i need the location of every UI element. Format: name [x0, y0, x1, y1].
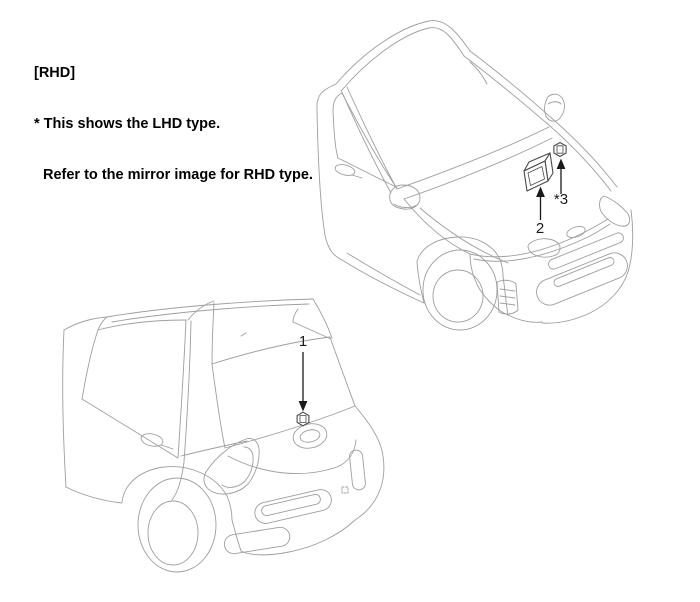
door-bottom: [66, 487, 122, 503]
sill-line: [342, 260, 424, 303]
seam-tick: [241, 333, 246, 336]
note-line-2: Refer to the mirror image for RHD type.: [43, 167, 313, 183]
arrow-head: [536, 187, 545, 198]
bumper-sensor-mark: [342, 487, 348, 493]
bumper-reflector-lower: [223, 526, 291, 555]
door-window-belt: [338, 158, 396, 187]
components: [297, 143, 566, 426]
door-front-edge: [63, 330, 66, 487]
front-sensor-component: [554, 143, 566, 157]
bumper-right-corner: [355, 406, 384, 520]
rear-sensor-component: [297, 412, 309, 426]
rear-wheel-rim: [148, 501, 198, 565]
callout-label-3: *3: [553, 191, 569, 208]
taillight-inner: [222, 447, 253, 487]
door-window-rear: [178, 320, 186, 458]
door-window-belt: [82, 399, 178, 458]
callout-arrows: [299, 159, 566, 412]
rear-window-right: [330, 337, 355, 406]
relay-component: [524, 153, 553, 191]
c-pillar-left: [212, 303, 214, 364]
tailgate-garnish-outer: [291, 421, 329, 452]
bumper-reflector-upper: [253, 487, 334, 525]
roof-corner-inner: [470, 62, 487, 84]
brand-badge-front: [565, 224, 586, 239]
bumper-bottom: [508, 315, 542, 322]
upper-grille: [547, 231, 625, 270]
arch-to-bumper: [503, 276, 508, 315]
rear-car-drawing: [63, 299, 384, 572]
front-car-drawing: [317, 21, 633, 330]
passenger-mirror: [545, 94, 565, 121]
rear-window-left: [212, 364, 225, 448]
tailgate-bottom: [228, 440, 356, 474]
passenger-mirror-line: [548, 102, 561, 104]
bumper-left-edge: [470, 254, 508, 315]
sill-line-inner: [347, 253, 420, 295]
callout-arrow-3: [557, 159, 566, 195]
fog-lamp-slat: [500, 296, 515, 298]
door-rear-edge: [172, 321, 191, 500]
door-window-front: [82, 330, 98, 399]
door-handle-slot: [352, 175, 362, 178]
door-handle: [140, 432, 164, 448]
front-tire: [423, 250, 497, 330]
roof-line-inner: [112, 304, 309, 322]
fog-lamp-slat: [500, 303, 515, 305]
fender-line: [420, 208, 508, 263]
arch-to-sill: [417, 262, 424, 303]
fog-lamp-slat: [500, 289, 515, 291]
rear-sensor-hex: [297, 412, 309, 426]
roof-line: [107, 299, 313, 317]
callout-label-1: 1: [298, 333, 308, 350]
door-top-edge: [64, 317, 107, 330]
callout-arrow-1: [299, 352, 308, 412]
driver-mirror-line: [394, 204, 417, 208]
note-line-1: * This shows the LHD type.: [34, 116, 221, 132]
spoiler-edge: [293, 309, 298, 322]
door-window-top: [333, 93, 342, 158]
callout-arrow-2: [536, 187, 545, 221]
callout-label-2: 2: [535, 220, 545, 237]
arrow-head: [557, 159, 566, 170]
note-heading: [RHD]: [34, 65, 76, 81]
tailgate-garnish-inner: [299, 428, 321, 444]
front-wheel-rim: [433, 270, 483, 322]
door-window-top: [98, 320, 186, 330]
front-sensor-hex: [554, 143, 566, 157]
quarter-beltline: [181, 441, 247, 456]
arch-to-bumper: [232, 520, 241, 551]
roof-line-inner: [342, 28, 464, 90]
arrow-head: [299, 401, 308, 412]
